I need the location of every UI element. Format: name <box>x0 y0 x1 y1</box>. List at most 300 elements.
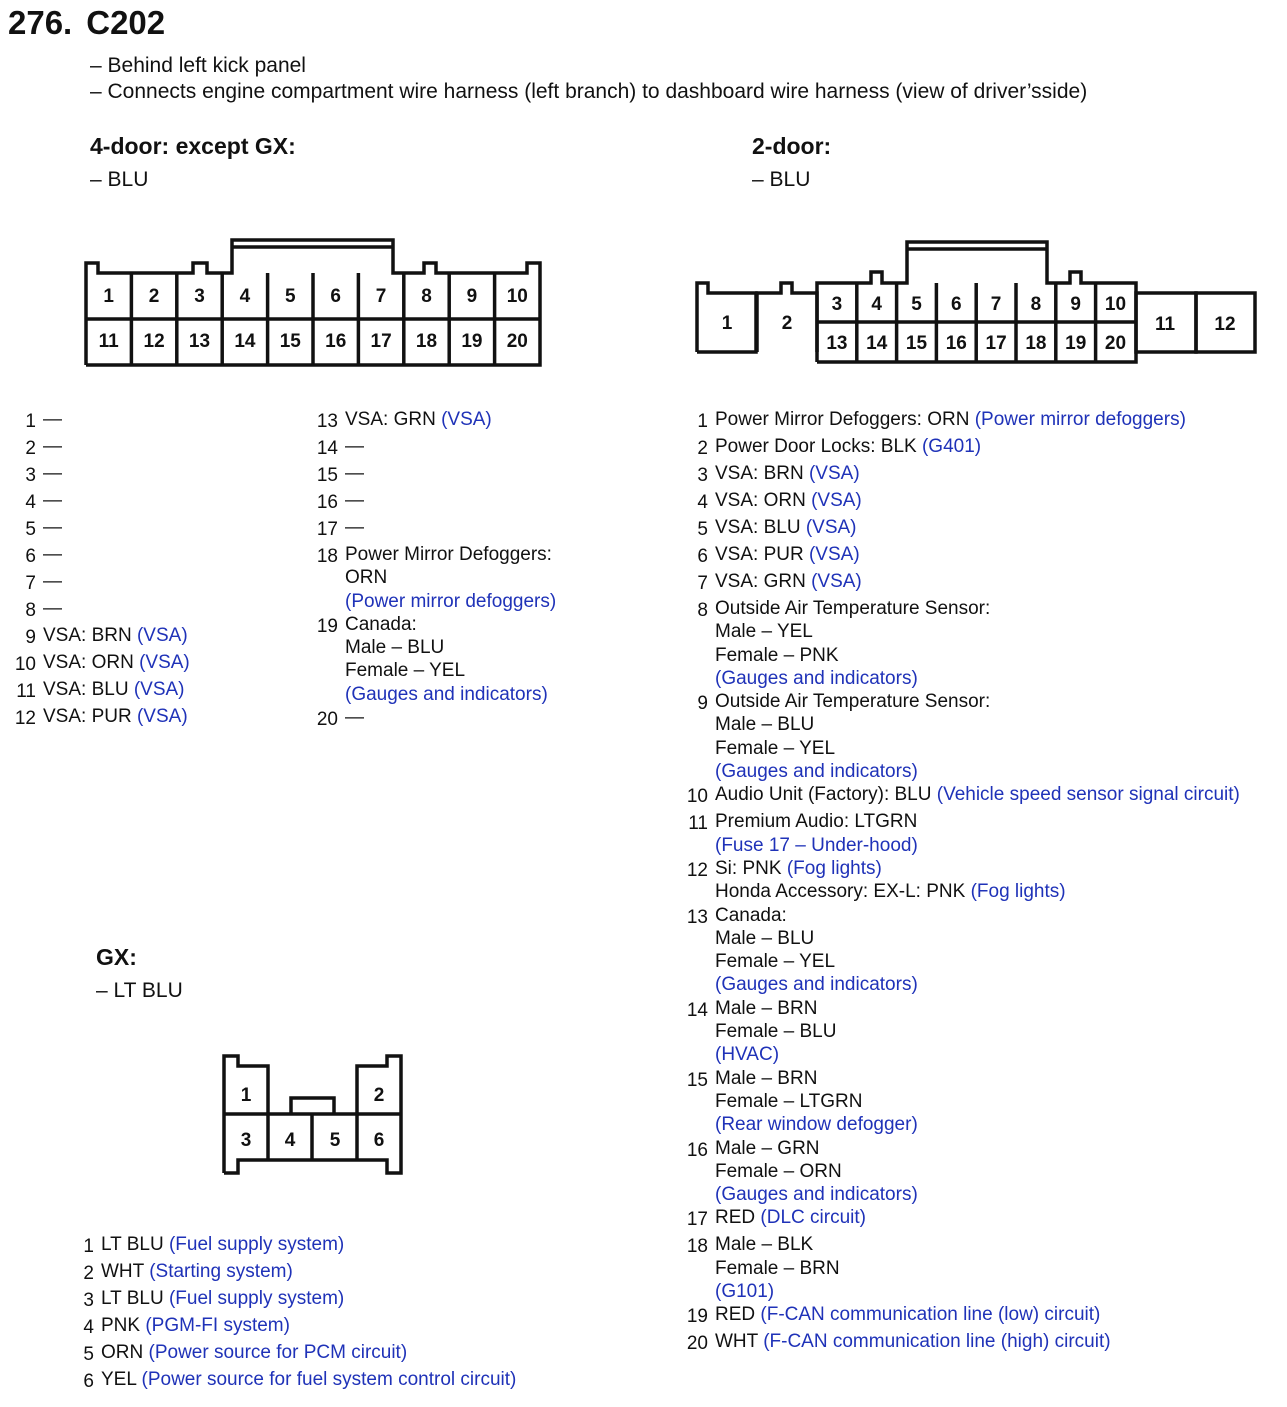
pin-row <box>680 435 1240 462</box>
circuit-reference: (VSA) <box>136 625 188 646</box>
wire-info: — <box>345 490 364 511</box>
pin-row <box>310 408 556 435</box>
pin-label: 9 <box>466 286 478 307</box>
pin-number: 2 <box>25 438 36 459</box>
pin-row <box>680 997 1240 1067</box>
wire-info: Female – YEL <box>345 660 466 682</box>
pin-description-line <box>715 690 990 713</box>
pin-description-line <box>715 570 862 593</box>
pin-row <box>310 489 556 516</box>
circuit-reference: (Gauges and indicators) <box>715 761 918 783</box>
pin-description-line <box>43 678 185 701</box>
pin-row <box>680 857 1240 904</box>
pin-number: 12 <box>14 708 36 729</box>
wire-info: Outside Air Temperature Sensor: <box>715 691 991 713</box>
pin-description <box>43 570 62 593</box>
pin-description-line <box>715 1090 918 1113</box>
wire-info: — <box>43 409 62 430</box>
pin-description-line <box>715 1280 840 1303</box>
circuit-reference: (Fuel supply system) <box>168 1288 345 1309</box>
pin-number: 20 <box>686 1333 708 1355</box>
wire-info: VSA: BLU <box>715 517 806 538</box>
wire-info: RED <box>715 1304 761 1326</box>
pin-description-line <box>345 659 548 682</box>
pin-description-line <box>715 543 860 566</box>
pin-label: 1 <box>103 286 114 307</box>
wire-info: WHT <box>101 1261 150 1282</box>
pin-description-line <box>345 613 548 636</box>
pin-row <box>680 516 1240 543</box>
four-door-pin-list-left <box>10 408 190 732</box>
pin-label: 16 <box>325 331 347 352</box>
pin-number: 5 <box>83 1344 94 1365</box>
wire-info: VSA: GRN <box>715 571 812 592</box>
pin-number: 11 <box>688 813 708 835</box>
pin-label: 20 <box>506 331 528 352</box>
pin-description <box>43 489 62 512</box>
pin-number: 18 <box>686 1236 708 1258</box>
pin-row <box>310 435 556 462</box>
connector-lock-tab <box>291 1098 334 1114</box>
pin-row <box>310 462 556 489</box>
pin-label: 7 <box>990 294 1002 315</box>
wire-info: Female – YEL <box>715 951 836 973</box>
wire-info: Female – BLU <box>715 1021 837 1043</box>
wire-info: Canada: <box>715 904 787 926</box>
pin-description <box>43 462 62 485</box>
pin-description <box>715 904 918 997</box>
pin-label: 12 <box>143 331 165 352</box>
pin-number: 8 <box>697 600 708 621</box>
pin-description-line <box>345 590 556 613</box>
pin-description-line <box>715 620 990 643</box>
wire-info: — <box>43 598 62 619</box>
wire-info: Male – BLK <box>715 1234 814 1256</box>
pin-number: 17 <box>316 519 338 540</box>
wire-info: Male – BRN <box>715 1067 818 1089</box>
pin-row <box>680 1330 1240 1357</box>
pin-description <box>101 1260 293 1283</box>
pin-description-line <box>715 597 990 620</box>
pin-row <box>310 543 556 613</box>
pin-row <box>680 489 1240 516</box>
pin-row <box>680 1137 1240 1207</box>
gx-color: – LT BLU <box>96 979 183 1002</box>
pin-label: 3 <box>831 294 843 315</box>
pin-number: 17 <box>686 1209 708 1231</box>
pin-label: 5 <box>329 1130 341 1151</box>
pin-description <box>715 1233 840 1303</box>
pin-row <box>10 516 190 543</box>
pin-number: 2 <box>697 438 708 459</box>
pin-label: 7 <box>375 286 387 307</box>
pin-label: 10 <box>1104 294 1127 315</box>
pin-description-line <box>43 489 62 512</box>
pin-description-line <box>715 1160 918 1183</box>
four-door-color: – BLU <box>90 168 149 191</box>
pin-description-line <box>715 760 990 783</box>
pin-number: 4 <box>83 1317 94 1338</box>
wire-info: Male – BLU <box>715 714 815 736</box>
pin-description-line <box>101 1368 516 1391</box>
pin-number: 9 <box>25 627 36 648</box>
pin-number: 1 <box>697 411 708 432</box>
pin-description <box>715 435 981 458</box>
wire-info: Female – ORN <box>715 1160 842 1182</box>
wire-info: — <box>43 517 62 538</box>
pin-row <box>680 597 1240 690</box>
pin-description <box>715 1067 918 1137</box>
pin-label: 6 <box>330 286 341 307</box>
pin-description-line <box>715 1206 866 1229</box>
circuit-reference: (VSA) <box>808 544 860 565</box>
pin-description-line <box>715 1183 918 1206</box>
pin-row <box>680 1206 1240 1233</box>
pin-label: 13 <box>188 331 211 352</box>
circuit-reference: (F-CAN communication line (high) circuit) <box>763 1331 1111 1353</box>
circuit-reference: (Gauges and indicators) <box>345 683 548 705</box>
pin-number: 12 <box>686 859 708 881</box>
pin-label: 20 <box>1104 333 1127 354</box>
pin-number: 4 <box>697 492 708 513</box>
pin-description <box>715 1206 866 1229</box>
circuit-reference: (Gauges and indicators) <box>715 974 918 996</box>
pin-description <box>715 462 860 485</box>
circuit-reference: (Power mirror defoggers) <box>345 590 557 612</box>
pin-number: 19 <box>686 1306 708 1328</box>
wire-info: VSA: BRN <box>43 625 137 646</box>
pin-label: 4 <box>284 1130 296 1151</box>
circuit-reference: (Fuse 17 – Under-hood) <box>715 834 918 856</box>
pin-label: 8 <box>1030 294 1042 315</box>
pin-description-line <box>43 651 190 674</box>
pin-description <box>101 1368 516 1391</box>
pin-description-line <box>715 950 918 973</box>
pin-description-line <box>345 489 364 512</box>
pin-description-line <box>43 408 62 431</box>
pin-description-line <box>715 927 918 950</box>
wire-info: — <box>43 490 62 511</box>
pin-description-line <box>101 1260 293 1283</box>
circuit-reference: (VSA) <box>811 571 862 592</box>
pin-description-line <box>345 706 364 729</box>
wire-info: Female – BRN <box>715 1257 840 1279</box>
pin-description-line <box>715 713 990 736</box>
wire-info: Audio Unit (Factory): BLU <box>715 784 937 806</box>
circuit-reference: (Power mirror defoggers) <box>974 409 1186 430</box>
pin-number: 6 <box>83 1371 94 1392</box>
pin-description <box>345 408 492 431</box>
pin-description-line <box>345 543 556 566</box>
pin-description <box>43 678 185 701</box>
pin-description-line <box>43 597 62 620</box>
pin-label: 2 <box>781 313 793 334</box>
pin-row <box>80 1314 516 1341</box>
connector-code: C202 <box>86 4 166 41</box>
pin-number: 18 <box>316 546 338 567</box>
pin-number: 6 <box>697 546 708 567</box>
wire-info: Female – PNK <box>715 644 839 666</box>
pin-description-line <box>715 904 918 927</box>
pin-label: 1 <box>240 1085 252 1106</box>
wire-info: LT BLU <box>101 1234 169 1255</box>
wire-info: — <box>345 463 364 484</box>
pin-description <box>43 408 62 431</box>
gx-pin-list <box>80 1233 516 1395</box>
circuit-reference: (VSA) <box>133 679 185 700</box>
harness-description: – Connects engine compartment wire harness (left branch) to dashboard wire harness (view of driver’sside) <box>90 80 1088 103</box>
pin-row <box>10 624 190 651</box>
pin-label: 5 <box>285 286 296 307</box>
pin-row <box>10 705 190 732</box>
pin-label: 19 <box>1065 333 1087 354</box>
pin-number: 16 <box>686 1139 708 1161</box>
pin-label: 11 <box>1154 314 1176 335</box>
pin-row <box>680 690 1240 783</box>
pin-number: 7 <box>697 573 708 594</box>
wire-info: Male – BRN <box>715 997 818 1019</box>
pin-label: 15 <box>279 331 301 352</box>
pin-label: 18 <box>415 331 438 352</box>
pin-number: 1 <box>25 411 36 432</box>
pin-label: 1 <box>721 313 733 334</box>
pin-label: 6 <box>373 1130 385 1151</box>
pin-label: 6 <box>951 294 962 315</box>
wire-info: VSA: ORN <box>715 490 812 511</box>
wire-info: VSA: BRN <box>715 463 809 484</box>
pin-description-line <box>345 636 548 659</box>
pin-label: 14 <box>866 333 888 354</box>
pin-number: 3 <box>83 1290 94 1311</box>
pin-label: 17 <box>370 331 392 352</box>
pin-description <box>345 706 364 729</box>
pin-row <box>310 516 556 543</box>
pin-description <box>43 651 190 674</box>
pin-description-line <box>101 1314 290 1337</box>
wire-info: PNK <box>101 1315 146 1336</box>
pin-row <box>10 435 190 462</box>
pin-row <box>680 570 1240 597</box>
pin-description <box>43 624 188 647</box>
circuit-reference: (PGM-FI system) <box>145 1315 290 1336</box>
pin-description <box>715 1303 1100 1326</box>
wire-info: Honda Accessory: EX-L: PNK <box>715 881 971 903</box>
pin-description-line <box>715 1303 1100 1326</box>
wire-info: Si: PNK <box>715 857 787 879</box>
pin-number: 14 <box>316 438 338 459</box>
pin-description-line <box>715 667 990 690</box>
pin-row <box>10 678 190 705</box>
pin-description-line <box>715 997 836 1020</box>
pin-description <box>43 597 62 620</box>
pin-number: 13 <box>686 906 708 928</box>
wire-info: VSA: ORN <box>43 652 140 673</box>
circuit-reference: (Gauges and indicators) <box>715 1184 918 1206</box>
wire-info: Male – GRN <box>715 1137 820 1159</box>
pin-description-line <box>43 516 62 539</box>
pin-description-line <box>345 566 556 589</box>
pin-label: 13 <box>826 333 848 354</box>
pin-description <box>715 570 862 593</box>
pin-row <box>10 570 190 597</box>
pin-description-line <box>345 462 364 485</box>
pin-row <box>10 597 190 624</box>
pin-label: 12 <box>1214 314 1236 335</box>
pin-label: 2 <box>148 286 160 307</box>
pin-number: 16 <box>316 492 338 513</box>
pin-label: 10 <box>506 286 528 307</box>
pin-row <box>10 543 190 570</box>
wire-info: — <box>43 436 62 457</box>
pin-number: 10 <box>14 654 36 675</box>
circuit-reference: (DLC circuit) <box>760 1207 866 1229</box>
pin-description-line <box>715 783 1240 806</box>
pin-label: 17 <box>985 333 1007 354</box>
two-door-pin-list <box>680 408 1240 1357</box>
pin-description <box>43 705 188 728</box>
pin-row <box>80 1260 516 1287</box>
wire-info: ORN <box>101 1342 149 1363</box>
pin-description <box>715 489 862 512</box>
pin-description-line <box>715 1043 836 1066</box>
pin-description-line <box>345 408 492 431</box>
section-number: 276. <box>8 4 73 41</box>
pin-label: 15 <box>905 333 928 354</box>
pin-description-line <box>715 1137 918 1160</box>
pin-number: 9 <box>697 693 708 715</box>
pin-row <box>680 408 1240 435</box>
pin-number: 4 <box>25 492 36 513</box>
pin-row <box>680 543 1240 570</box>
wire-info: ORN <box>345 567 388 589</box>
wire-info: — <box>345 517 364 538</box>
pin-description-line <box>715 834 918 857</box>
wire-info: Power Door Locks: BLK <box>715 436 922 457</box>
wire-info: Canada: <box>345 613 417 635</box>
pin-description-line <box>715 408 1186 431</box>
circuit-reference: (Fog lights) <box>786 857 882 879</box>
pin-description-line <box>715 516 857 539</box>
pin-description <box>715 997 836 1067</box>
wire-info: RED <box>715 1207 761 1229</box>
pin-description <box>715 1330 1111 1353</box>
pin-row <box>680 1067 1240 1137</box>
pin-description <box>101 1314 290 1337</box>
wire-info: Female – LTGRN <box>715 1090 863 1112</box>
wire-info: Female – YEL <box>715 737 836 759</box>
wire-info: VSA: PUR <box>715 544 809 565</box>
pin-row <box>310 613 556 706</box>
pin-description <box>715 597 990 690</box>
pin-description-line <box>345 683 548 706</box>
wire-info: — <box>43 463 62 484</box>
pin-label: 3 <box>240 1130 252 1151</box>
pin-description <box>715 543 860 566</box>
pin-number: 19 <box>316 615 338 637</box>
wire-info: Male – YEL <box>715 621 813 643</box>
pin-description <box>101 1287 344 1310</box>
pin-description-line <box>101 1341 407 1364</box>
pin-label: 5 <box>911 294 922 315</box>
pin-description-line <box>715 857 1066 880</box>
pin-description-line <box>715 737 990 760</box>
pin-description-line <box>715 810 918 833</box>
pin-row <box>680 904 1240 997</box>
wire-info: Premium Audio: LTGRN <box>715 811 918 833</box>
pin-number: 10 <box>686 786 708 808</box>
two-door-color: – BLU <box>752 168 811 191</box>
circuit-reference: (VSA) <box>805 517 857 538</box>
pin-row <box>10 408 190 435</box>
circuit-reference: (Gauges and indicators) <box>715 667 918 689</box>
circuit-reference: (VSA) <box>441 409 492 430</box>
pin-description-line <box>715 1257 840 1280</box>
circuit-reference: (VSA) <box>811 490 862 511</box>
two-door-heading: 2-door: <box>752 133 832 159</box>
wire-info: Male – BLU <box>715 927 815 949</box>
pin-description-line <box>43 462 62 485</box>
pin-number: 8 <box>25 600 36 621</box>
pin-number: 5 <box>697 519 708 540</box>
pin-label: 8 <box>421 286 432 307</box>
wire-info: VSA: PUR <box>43 706 137 727</box>
pin-description <box>101 1341 407 1364</box>
wire-info: — <box>43 571 62 592</box>
pin-row <box>680 810 1240 857</box>
pin-row <box>10 489 190 516</box>
pin-description-line <box>715 1233 840 1256</box>
pin-description <box>345 435 364 458</box>
circuit-reference: (Power source for PCM circuit) <box>148 1342 408 1363</box>
pin-label: 14 <box>234 331 256 352</box>
pin-row <box>80 1233 516 1260</box>
wire-info: Male – BLU <box>345 637 445 659</box>
circuit-reference: (VSA) <box>139 652 190 673</box>
pin-description-line <box>715 1067 918 1090</box>
pin-number: 15 <box>686 1069 708 1091</box>
pin-description-line <box>715 435 981 458</box>
pin-description-line <box>43 624 188 647</box>
pin-number: 20 <box>316 709 338 731</box>
pin-number: 1 <box>83 1236 94 1257</box>
pin-description-line <box>345 516 364 539</box>
pin-description <box>715 810 918 857</box>
pin-row <box>80 1341 516 1368</box>
pin-row <box>680 462 1240 489</box>
pin-label: 4 <box>239 286 251 307</box>
pin-number: 11 <box>16 681 36 702</box>
pin-number: 6 <box>25 546 36 567</box>
wire-info: WHT <box>715 1331 764 1353</box>
pin-label: 16 <box>945 333 967 354</box>
pin-description <box>715 690 990 783</box>
gx-heading: GX: <box>96 944 137 970</box>
pin-label: 18 <box>1025 333 1047 354</box>
pin-description <box>715 783 1240 806</box>
wire-info: Power Mirror Defoggers: <box>345 544 552 565</box>
pin-row <box>80 1287 516 1314</box>
wire-info: Power Mirror Defoggers: ORN <box>715 409 975 430</box>
pin-row <box>80 1368 516 1395</box>
location-description: – Behind left kick panel <box>90 54 306 77</box>
circuit-reference: (Fuel supply system) <box>168 1234 345 1255</box>
pin-row <box>680 783 1240 810</box>
pin-description <box>43 516 62 539</box>
circuit-reference: (Starting system) <box>149 1261 293 1282</box>
circuit-reference: (Power source for fuel system control circuit) <box>141 1369 517 1390</box>
pin-label: 9 <box>1070 294 1081 315</box>
four-door-heading: 4-door: except GX: <box>90 133 296 159</box>
